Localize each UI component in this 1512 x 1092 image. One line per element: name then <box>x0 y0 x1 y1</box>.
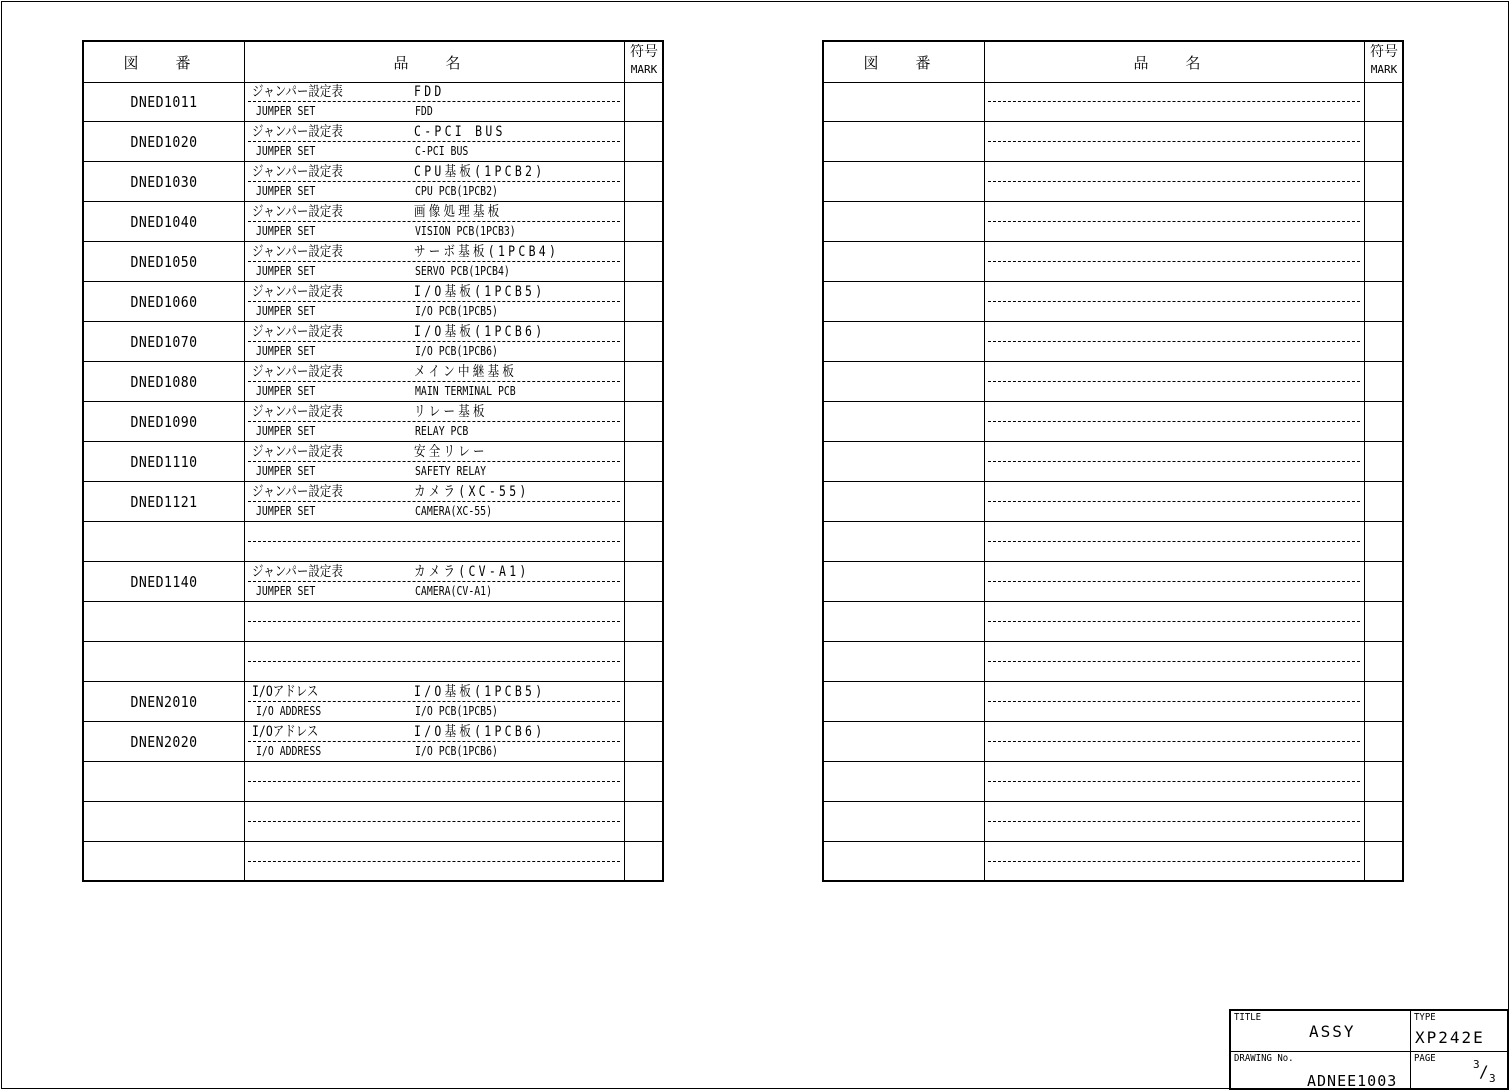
parts-table-left <box>82 40 664 882</box>
name-dash-line <box>988 141 1360 142</box>
drawing-number <box>834 322 975 361</box>
name-dash-line <box>248 261 620 262</box>
table-row <box>84 802 662 842</box>
drawing-number <box>834 242 975 281</box>
parts-table-right <box>822 40 1404 882</box>
drawing-number <box>94 642 235 681</box>
drawing-number <box>834 762 975 801</box>
drawing-number <box>834 842 975 881</box>
name-dash-line <box>248 861 620 862</box>
table-row <box>824 722 1402 762</box>
name-dash-line <box>988 781 1360 782</box>
part-name-en-type: I/O ADDRESS <box>256 704 322 718</box>
name-dash-line <box>988 741 1360 742</box>
table-row <box>84 762 662 802</box>
table-row <box>84 642 662 682</box>
part-name-en-type: JUMPER SET <box>256 224 316 238</box>
drawing-no-label: DRAWING No. <box>1234 1053 1294 1064</box>
name-dash-line <box>248 821 620 822</box>
name-dash-line <box>988 821 1360 822</box>
part-name-en-detail: VISION PCB(1PCB3) <box>415 224 516 238</box>
drawing-number <box>834 642 975 681</box>
name-dash-line <box>988 541 1360 542</box>
part-name-en-detail: CPU PCB(1PCB2) <box>415 184 498 198</box>
drawing-number <box>834 82 975 121</box>
table-row <box>84 282 662 322</box>
part-name-en-detail: I/O PCB(1PCB5) <box>415 704 498 718</box>
part-name-en-type: JUMPER SET <box>256 424 316 438</box>
table-row <box>824 242 1402 282</box>
drawing-number <box>834 202 975 241</box>
title-value: ASSY <box>1309 1022 1356 1041</box>
name-dash-line <box>988 261 1360 262</box>
name-dash-line <box>988 221 1360 222</box>
part-name-jp-detail: C-PCI BUS <box>414 124 506 140</box>
header-mark <box>1364 42 1404 82</box>
part-name-jp-type: I/Oアドレス <box>252 684 319 700</box>
table-row <box>84 682 662 722</box>
part-name-jp-detail: CPU基板(1PCB2) <box>414 164 546 180</box>
name-dash-line <box>988 461 1360 462</box>
part-name-en-type: I/O ADDRESS <box>256 744 322 758</box>
part-name-jp-type: ジャンパー設定表 <box>252 564 343 580</box>
page-total: 3 <box>1489 1072 1496 1085</box>
name-dash-line <box>988 181 1360 182</box>
type-label: TYPE <box>1414 1012 1436 1023</box>
table-row <box>824 442 1402 482</box>
title-block <box>1229 1009 1509 1090</box>
type-value: XP242E <box>1415 1028 1485 1047</box>
part-name-en-detail: SERVO PCB(1PCB4) <box>415 264 510 278</box>
drawing-number: DNED1011 <box>130 92 198 111</box>
drawing-number <box>94 842 235 881</box>
header-drawing-no: 図 番 <box>863 53 945 72</box>
part-name-jp-detail: I/O基板(1PCB5) <box>414 684 546 700</box>
part-name-jp-type: ジャンパー設定表 <box>252 404 343 420</box>
drawing-number <box>834 682 975 721</box>
name-dash-line <box>248 381 620 382</box>
part-name-en-type: JUMPER SET <box>256 584 316 598</box>
table-row <box>84 442 662 482</box>
name-dash-line <box>248 581 620 582</box>
name-dash-line <box>248 621 620 622</box>
part-name-jp-type: I/Oアドレス <box>252 724 319 740</box>
part-name-en-detail: I/O PCB(1PCB6) <box>415 344 498 358</box>
part-name-en-type: JUMPER SET <box>256 304 316 318</box>
header-part-name: 品 名 <box>393 53 475 72</box>
part-name-jp-detail: I/O基板(1PCB5) <box>414 284 546 300</box>
part-name-en-detail: CAMERA(CV-A1) <box>415 584 493 598</box>
name-dash-line <box>248 301 620 302</box>
title-cell <box>1231 1011 1410 1051</box>
part-name-jp-type: ジャンパー設定表 <box>252 364 343 380</box>
part-name-jp-detail: 画像処理基板 <box>414 204 503 220</box>
table-row <box>824 402 1402 442</box>
name-dash-line <box>248 101 620 102</box>
table-row <box>824 562 1402 602</box>
name-dash-line <box>248 341 620 342</box>
part-name-jp-detail: カメラ(XC-55) <box>414 484 530 500</box>
part-name-jp-type: ジャンパー設定表 <box>252 84 343 100</box>
drawing-number <box>834 122 975 161</box>
drawing-number: DNED1040 <box>130 212 198 231</box>
table-row <box>824 522 1402 562</box>
type-cell <box>1411 1011 1509 1051</box>
name-dash-line <box>248 541 620 542</box>
drawing-number: DNED1140 <box>130 572 198 591</box>
part-name-en-detail: FDD <box>415 104 433 118</box>
part-name-jp-type: ジャンパー設定表 <box>252 124 343 140</box>
part-name-jp-detail: メイン中継基板 <box>414 364 518 380</box>
table-row <box>824 282 1402 322</box>
name-dash-line <box>248 501 620 502</box>
part-name-en-type: JUMPER SET <box>256 504 316 518</box>
name-dash-line <box>248 701 620 702</box>
part-name-en-type: JUMPER SET <box>256 184 316 198</box>
table-row <box>824 202 1402 242</box>
part-name-jp-type: ジャンパー設定表 <box>252 204 343 220</box>
name-dash-line <box>988 861 1360 862</box>
part-name-jp-detail: 安全リレー <box>414 444 488 460</box>
part-name-en-detail: CAMERA(XC-55) <box>415 504 493 518</box>
table-row <box>824 362 1402 402</box>
table-row <box>824 642 1402 682</box>
part-name-jp-type: ジャンパー設定表 <box>252 324 343 340</box>
table-row <box>84 722 662 762</box>
table-row <box>824 762 1402 802</box>
header-mark-jp: 符号 <box>1370 44 1398 60</box>
page-number: 3 <box>1473 1058 1480 1071</box>
part-name-en-detail: SAFETY RELAY <box>415 464 487 478</box>
part-name-en-type: JUMPER SET <box>256 104 316 118</box>
part-name-en-detail: RELAY PCB <box>415 424 469 438</box>
drawing-number: DNED1070 <box>130 332 198 351</box>
drawing-number: DNED1110 <box>130 452 198 471</box>
name-dash-line <box>988 701 1360 702</box>
drawing-number <box>94 762 235 801</box>
drawing-number <box>834 162 975 201</box>
header-mark-en: MARK <box>630 63 658 76</box>
drawing-number <box>834 442 975 481</box>
drawing-no-value: ADNEE1003 <box>1307 1072 1398 1090</box>
drawing-number: DNEN2020 <box>130 732 198 751</box>
drawing-number <box>834 482 975 521</box>
header-mark-jp: 符号 <box>630 44 658 60</box>
table-row <box>824 122 1402 162</box>
name-dash-line <box>988 381 1360 382</box>
table-row <box>84 402 662 442</box>
drawing-number <box>834 602 975 641</box>
drawing-number: DNED1121 <box>130 492 198 511</box>
table-row <box>84 522 662 562</box>
table-header <box>84 42 662 83</box>
table-row <box>84 162 662 202</box>
name-dash-line <box>248 141 620 142</box>
part-name-jp-detail: サーボ基板(1PCB4) <box>414 244 560 260</box>
part-name-jp-type: ジャンパー設定表 <box>252 164 343 180</box>
drawing-number <box>834 362 975 401</box>
drawing-number <box>94 602 235 641</box>
name-dash-line <box>248 221 620 222</box>
table-row <box>84 82 662 122</box>
table-row <box>84 202 662 242</box>
drawing-number <box>834 722 975 761</box>
table-row <box>824 802 1402 842</box>
part-name-en-detail: I/O PCB(1PCB6) <box>415 744 498 758</box>
table-header <box>824 42 1402 83</box>
table-row <box>824 482 1402 522</box>
part-name-jp-detail: I/O基板(1PCB6) <box>414 724 546 740</box>
table-row <box>824 162 1402 202</box>
drawing-number <box>94 802 235 841</box>
part-name-en-type: JUMPER SET <box>256 264 316 278</box>
page-slash: / <box>1479 1062 1489 1081</box>
part-name-jp-detail: I/O基板(1PCB6) <box>414 324 546 340</box>
table-row <box>824 322 1402 362</box>
name-dash-line <box>988 421 1360 422</box>
part-name-jp-type: ジャンパー設定表 <box>252 284 343 300</box>
drawing-number: DNED1030 <box>130 172 198 191</box>
drawing-number: DNED1060 <box>130 292 198 311</box>
part-name-jp-detail: FDD <box>414 84 445 100</box>
name-dash-line <box>988 301 1360 302</box>
table-row <box>84 482 662 522</box>
name-dash-line <box>248 781 620 782</box>
table-row <box>824 602 1402 642</box>
name-dash-line <box>248 461 620 462</box>
part-name-en-type: JUMPER SET <box>256 384 316 398</box>
drawing-number <box>94 522 235 561</box>
part-name-jp-type: ジャンパー設定表 <box>252 444 343 460</box>
table-row <box>824 682 1402 722</box>
table-row <box>84 322 662 362</box>
page-cell <box>1411 1052 1509 1090</box>
part-name-jp-detail: カメラ(CV-A1) <box>414 564 530 580</box>
drawing-no-cell <box>1231 1052 1410 1090</box>
drawing-number: DNED1080 <box>130 372 198 391</box>
name-dash-line <box>248 421 620 422</box>
name-dash-line <box>248 661 620 662</box>
page-label: PAGE <box>1414 1053 1436 1064</box>
name-dash-line <box>248 181 620 182</box>
name-dash-line <box>988 661 1360 662</box>
title-label: TITLE <box>1234 1012 1262 1023</box>
drawing-number <box>834 802 975 841</box>
part-name-jp-detail: リレー基板 <box>414 404 488 420</box>
drawing-number: DNED1020 <box>130 132 198 151</box>
part-name-en-detail: C-PCI BUS <box>415 144 469 158</box>
table-row <box>824 82 1402 122</box>
part-name-en-type: JUMPER SET <box>256 344 316 358</box>
name-dash-line <box>988 341 1360 342</box>
table-row <box>84 242 662 282</box>
table-row <box>84 562 662 602</box>
name-dash-line <box>988 101 1360 102</box>
header-mark-en: MARK <box>1370 63 1398 76</box>
name-dash-line <box>988 501 1360 502</box>
part-name-en-type: JUMPER SET <box>256 464 316 478</box>
part-name-jp-type: ジャンパー設定表 <box>252 244 343 260</box>
drawing-number: DNEN2010 <box>130 692 198 711</box>
header-part-name: 品 名 <box>1133 53 1215 72</box>
name-dash-line <box>988 581 1360 582</box>
drawing-number <box>834 522 975 561</box>
name-dash-line <box>248 741 620 742</box>
table-row <box>824 842 1402 882</box>
table-row <box>84 362 662 402</box>
part-name-en-type: JUMPER SET <box>256 144 316 158</box>
drawing-number <box>834 562 975 601</box>
table-row <box>84 842 662 882</box>
part-name-en-detail: MAIN TERMINAL PCB <box>415 384 516 398</box>
table-row <box>84 122 662 162</box>
header-drawing-no: 図 番 <box>123 53 205 72</box>
header-mark <box>624 42 664 82</box>
drawing-number <box>834 282 975 321</box>
name-dash-line <box>988 621 1360 622</box>
part-name-en-detail: I/O PCB(1PCB5) <box>415 304 498 318</box>
table-row <box>84 602 662 642</box>
part-name-jp-type: ジャンパー設定表 <box>252 484 343 500</box>
drawing-number: DNED1050 <box>130 252 198 271</box>
drawing-number <box>834 402 975 441</box>
drawing-number: DNED1090 <box>130 412 198 431</box>
